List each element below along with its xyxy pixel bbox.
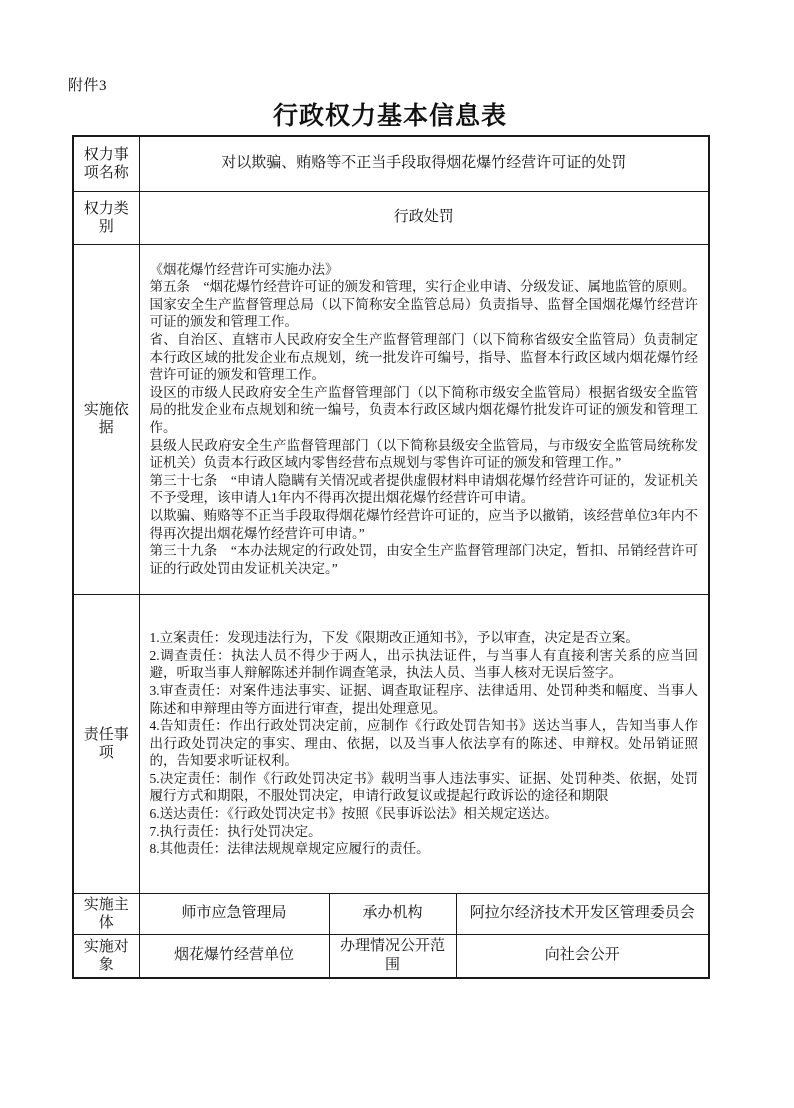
- page-title: 行政权力基本信息表: [272, 103, 507, 130]
- text-line: 设区的市级人民政府安全生产监督管理部门（以下简称市级安全监管局）根据省级安全监管局的批发企业布点规划和统一编号，负责本行政区域内烟花爆竹批发许可证的颁发和管理工作。: [149, 384, 699, 435]
- text-line: 第三十九条 “本办法规定的行政处罚，由安全生产监督管理部门决定，暂扣、吊销经营许可证的行政处罚由发证机关决定。”: [149, 543, 699, 576]
- text-line: 4.告知责任：作出行政处罚决定前，应制作《行政处罚告知书》送达当事人，告知当事人作出行政处罚决定的事实、理由、依据，以及当事人依法享有的陈述、申辩权。处吊销证照的，告知要求听证权利。: [149, 718, 699, 769]
- attachment-label: 附件3: [68, 78, 108, 94]
- disclosure-scope-value: 向社会公开: [456, 934, 709, 978]
- row-object: [73, 934, 709, 978]
- text-line: 6.送达责任：《行政处罚决定书》按照《民事诉讼法》相关规定送达。: [149, 806, 558, 822]
- subject-label: 实施主体: [73, 893, 139, 934]
- text-line: 8.其他责任：法律法规规章规定应履行的责任。: [149, 841, 430, 857]
- agency-value: 阿拉尔经济技术开发区管理委员会: [456, 893, 709, 934]
- text-line: 7.执行责任：执行处罚决定。: [149, 823, 322, 839]
- basis-text: [139, 244, 709, 594]
- power-name-label: 权力事项名称: [73, 136, 139, 191]
- object-value: 烟花爆竹经营单位: [139, 934, 329, 978]
- duty-label: 责任事项: [73, 594, 139, 893]
- row-subject: [73, 893, 709, 934]
- subject-value: 师市应急管理局: [139, 893, 329, 934]
- text-line: 1.立案责任：发现违法行为，下发《限期改正通知书》，予以审查，决定是否立案。: [149, 630, 639, 646]
- text-line: 县级人民政府安全生产监督管理部门（以下简称县级安全监管局，与市级安全监管局统称发证机关）负责本行政区域内零售经营布点规划与零售许可证的颁发和管理工作。”: [149, 437, 699, 471]
- basis-label: 实施依据: [73, 244, 139, 594]
- power-name-value: 对以欺骗、贿赂等不正当手段取得烟花爆竹经营许可证的处罚: [139, 136, 709, 191]
- text-line: 省、自治区、直辖市人民政府安全生产监督管理部门（以下简称省级安全监管局）负责制定本行政区域的批发企业布点规划，统一批发许可编号，指导、监督本行政区域内烟花爆竹经营许可证的颁发和管理工作。: [149, 332, 699, 383]
- text-line: 《烟花爆竹经营许可实施办法》: [149, 261, 339, 277]
- duty-text: [139, 594, 709, 893]
- object-label: 实施对象: [73, 934, 139, 978]
- text-line: 5.决定责任：制作《行政处罚决定书》载明当事人违法事实、证据、处罚种类、依据，处罚履行方式和期限，不服处罚决定，申请行政复议或提起行政诉讼的途径和期限: [149, 770, 699, 804]
- power-type-label: 权力类别: [73, 191, 139, 244]
- info-table: [72, 135, 710, 979]
- text-line: 3.审查责任：对案件违法事实、证据、调查取证程序、法律适用、处罚种类和幅度、当事人陈述和申辩理由等方面进行审查，提出处理意见。: [149, 682, 699, 716]
- power-type-value: 行政处罚: [139, 191, 709, 244]
- agency-label: 承办机构: [329, 893, 456, 934]
- row-power-type: [73, 191, 709, 244]
- text-line: 2.调查责任：执法人员不得少于两人，出示执法证件，与当事人有直接利害关系的应当回避，听取当事人辩解陈述并制作调查笔录，执法人员、当事人核对无误后签字。: [149, 647, 699, 681]
- disclosure-scope-label: 办理情况公开范围: [329, 934, 456, 978]
- text-line: 国家安全生产监督管理总局（以下简称安全监管总局）负责指导、监督全国烟花爆竹经营许可证的颁发和管理工作。: [149, 296, 699, 330]
- row-basis: [73, 244, 709, 594]
- row-duty: [73, 594, 709, 893]
- text-line: 第五条 “烟花爆竹经营许可证的颁发和管理，实行企业申请、分级发证、属地监管的原则。: [149, 279, 696, 295]
- row-power-name: [73, 136, 709, 191]
- text-line: 以欺骗、贿赂等不正当手段取得烟花爆竹经营许可证的，应当予以撤销，该经营单位3年内不得再次提出烟花爆竹经营许可申请。”: [149, 507, 699, 541]
- text-line: 第三十七条 “申请人隐瞒有关情况或者提供虚假材料申请烟花爆竹经营许可证的，发证机关不予受理，该申请人1年内不得再次提出烟花爆竹经营许可申请。: [149, 472, 699, 506]
